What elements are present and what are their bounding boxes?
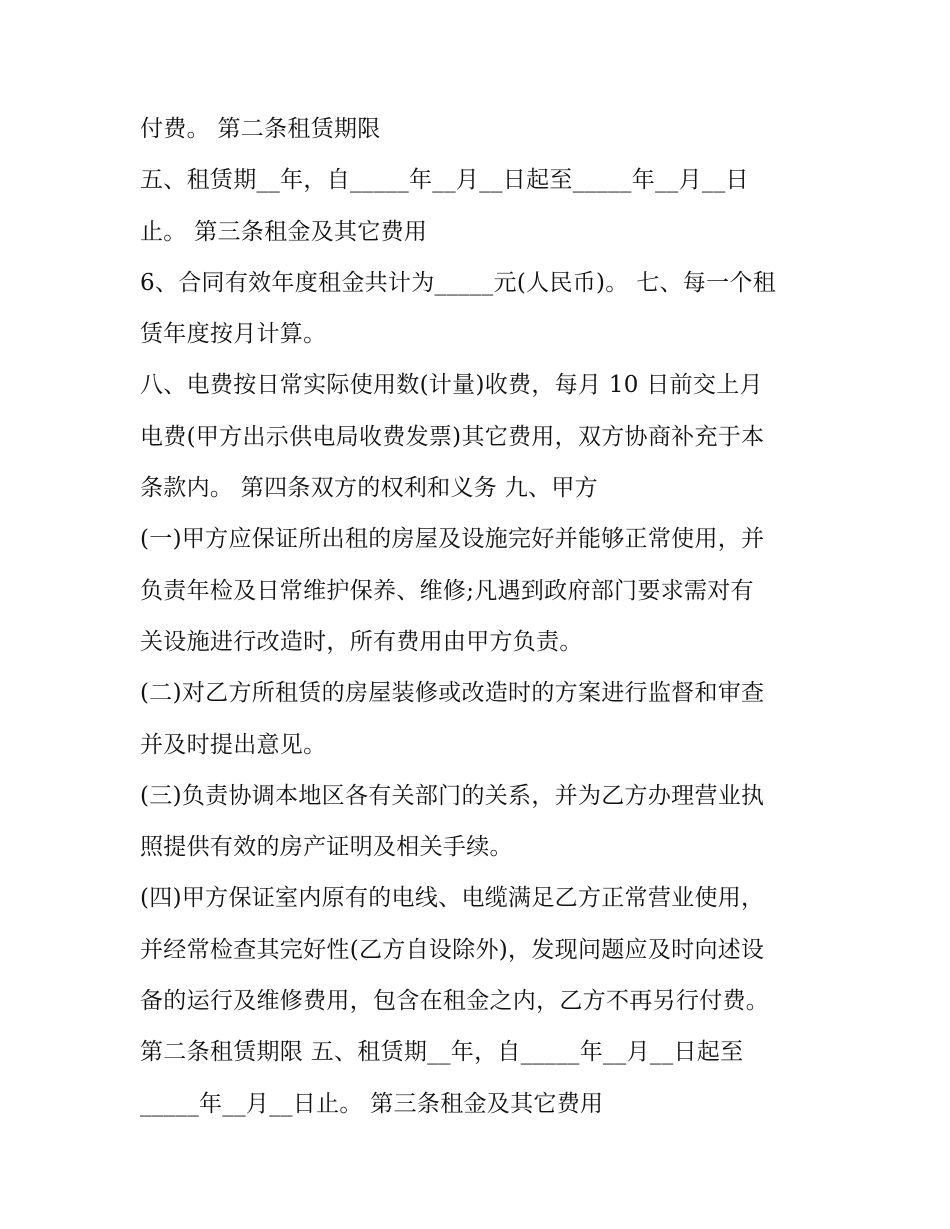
text-line: 八、电费按日常实际使用数(计量)收费，每月 10 日前交上月 — [140, 372, 763, 399]
text-line: 并经常检查其完好性(乙方自设除外)，发现问题应及时向述设 — [140, 936, 765, 963]
text-line: 照提供有效的房产证明及相关手续。 — [140, 834, 513, 861]
text-line: 备的运行及维修费用，包含在租金之内，乙方不再另行付费。 — [140, 988, 770, 1015]
text-line: 第二条租赁期限 五、租赁期__年，自_____年__月__日起至 — [140, 1039, 744, 1066]
document-body — [140, 104, 812, 1130]
text-line: 赁年度按月计算。 — [140, 321, 327, 348]
text-line: (一)甲方应保证所出租的房屋及设施完好并能够正常使用，并 — [140, 526, 765, 553]
text-line: 止。 第三条租金及其它费用 — [140, 218, 428, 245]
text-line: (二)对乙方所租赁的房屋装修或改造时的方案进行监督和审查 — [140, 680, 765, 707]
text-line: (三)负责协调本地区各有关部门的关系，并为乙方办理营业执 — [140, 782, 765, 809]
text-line: 条款内。 第四条双方的权利和义务 九、甲方 — [140, 475, 598, 502]
text-line: _____年__月__日止。 第三条租金及其它费用 — [140, 1090, 604, 1117]
text-line: 付费。 第二条租赁期限 — [140, 116, 381, 142]
text-line: 并及时提出意见。 — [140, 731, 327, 758]
text-line: (四)甲方保证室内原有的电线、电缆满足乙方正常营业使用， — [140, 885, 765, 912]
text-line: 负责年检及日常维护保养、维修;凡遇到政府部门要求需对有 — [140, 577, 754, 604]
text-line: 电费(甲方出示供电局收费发票)其它费用，双方协商补充于本 — [140, 423, 765, 450]
text-line: 关设施进行改造时，所有费用由甲方负责。 — [140, 628, 583, 655]
text-line: 6、合同有效年度租金共计为_____元(人民币)。 七、每一个租 — [140, 269, 776, 296]
text-line: 五、租赁期__年，自_____年__月__日起至_____年__月__日 — [140, 167, 749, 194]
